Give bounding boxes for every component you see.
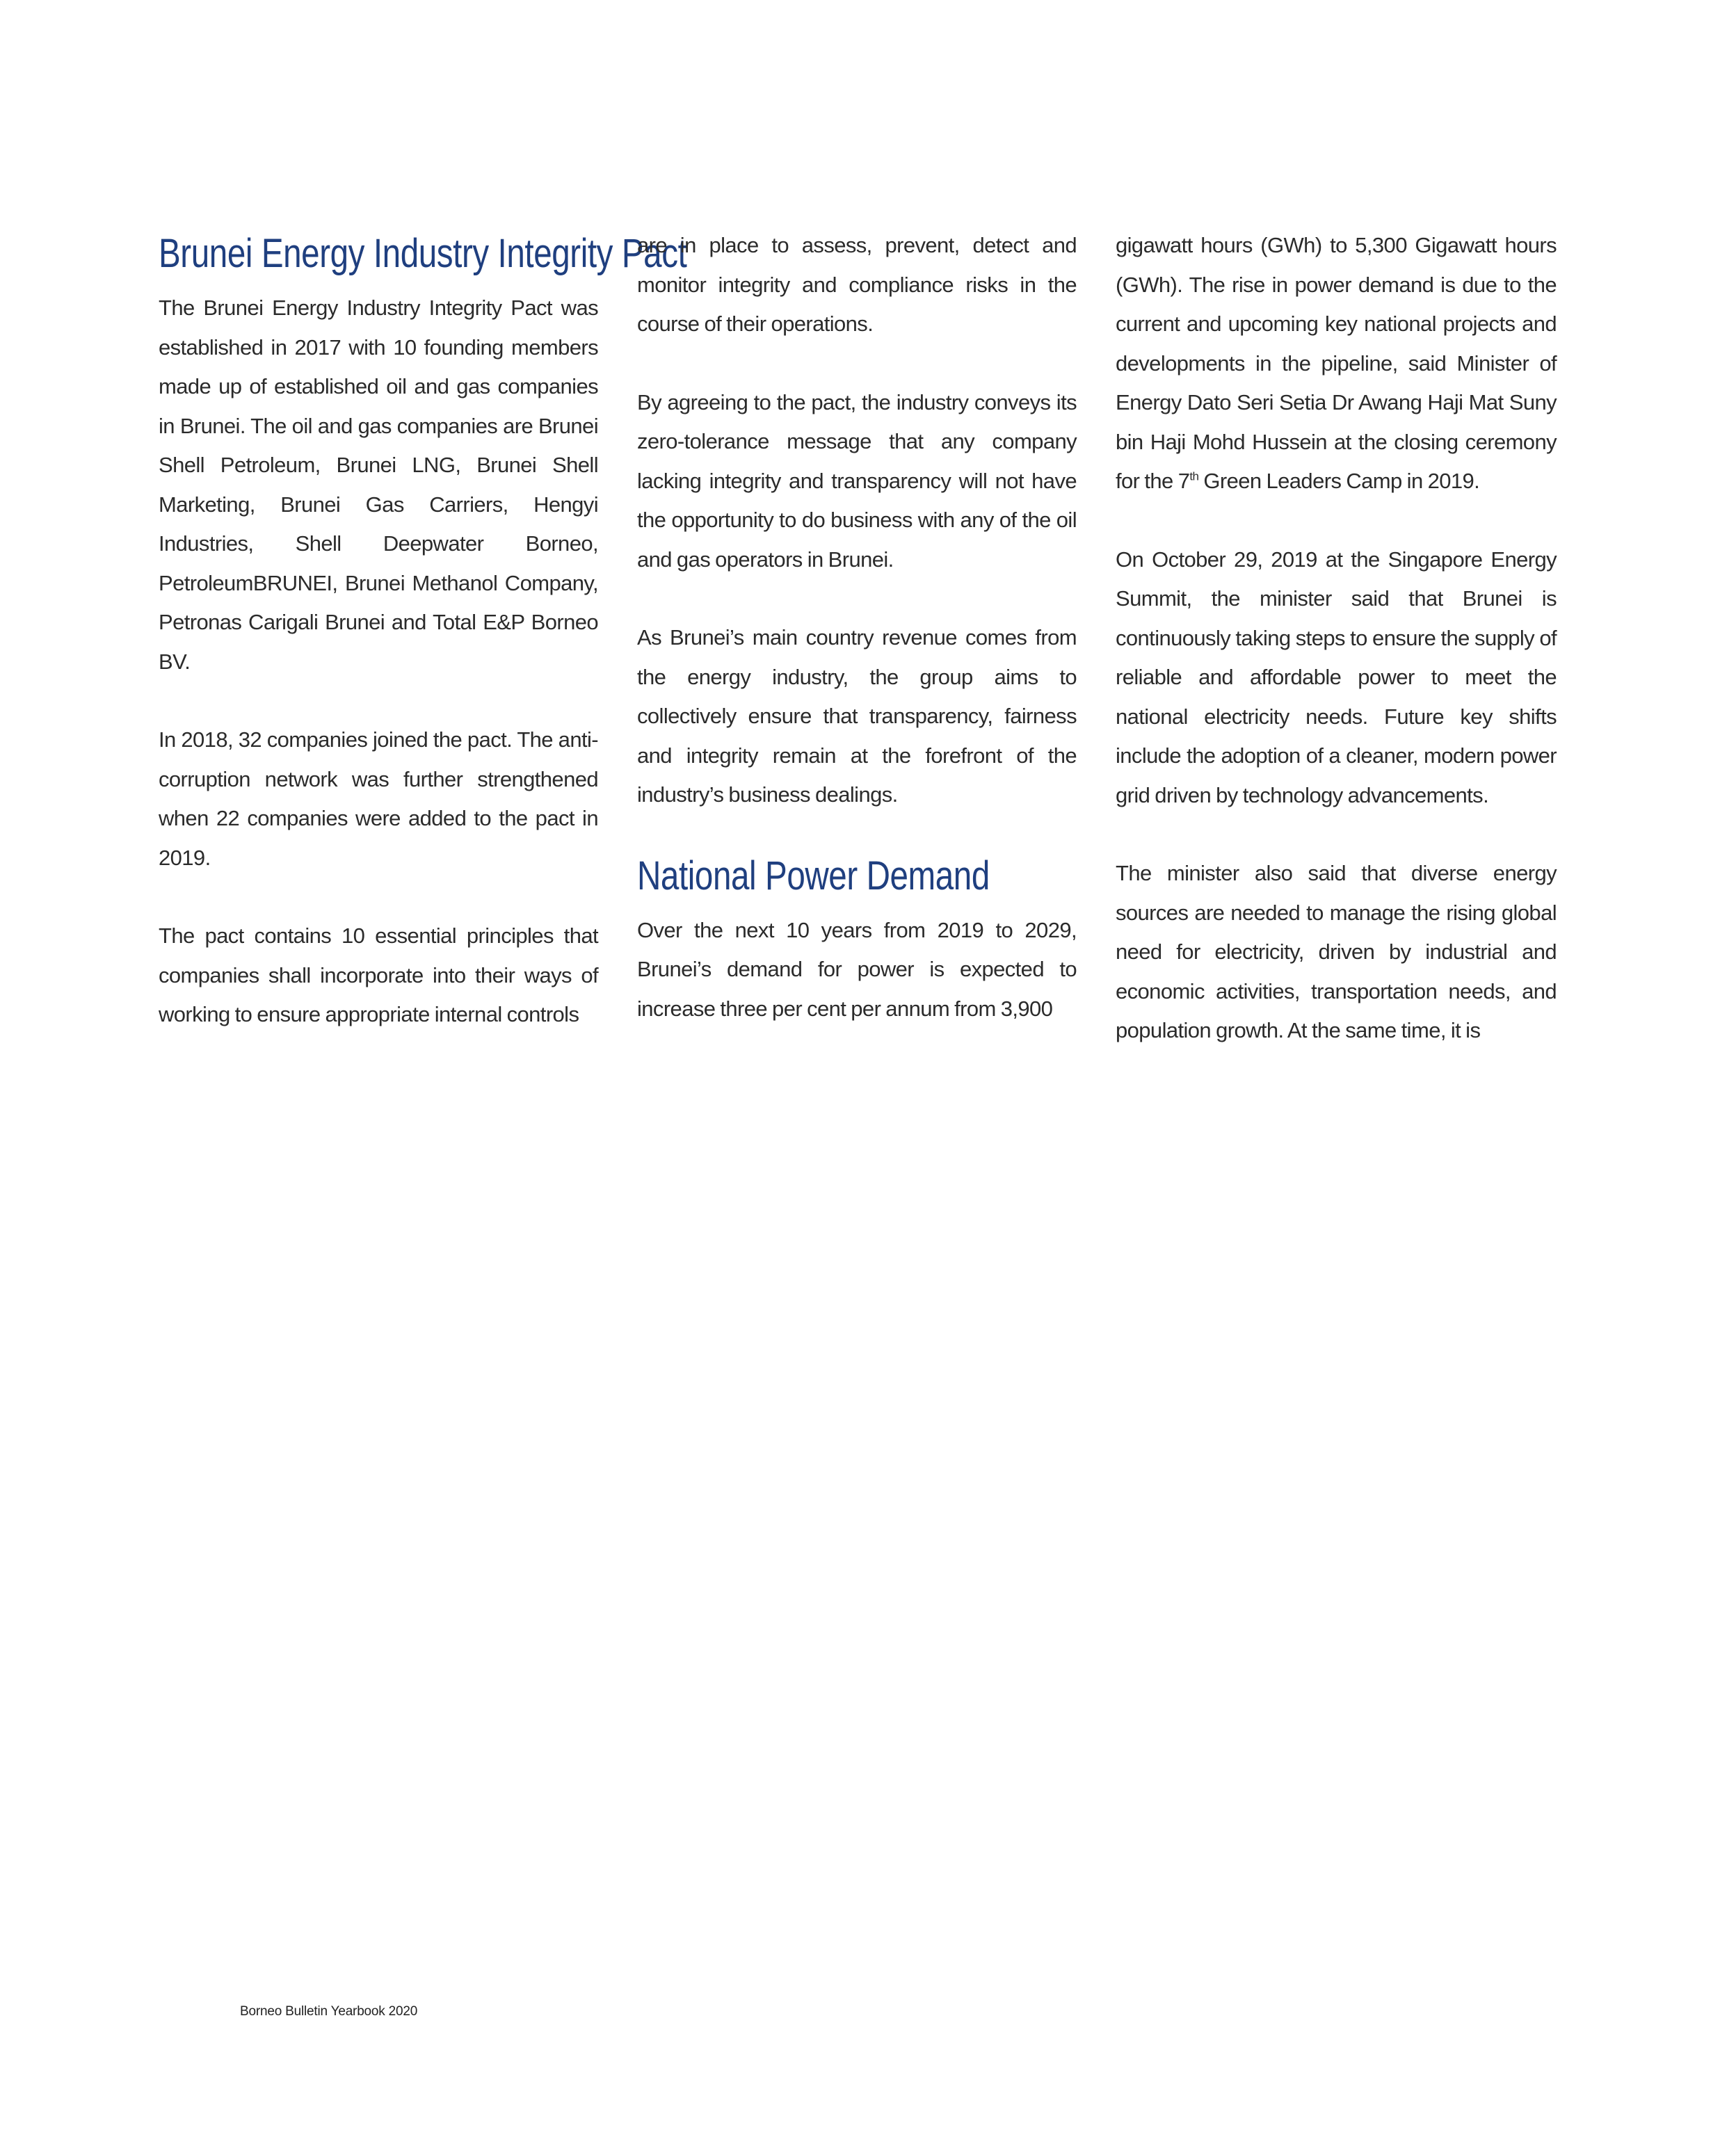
paragraph-text: Green Leaders Camp in 2019. <box>1198 469 1480 493</box>
column-3 <box>1116 226 1557 1090</box>
paragraph: The pact contains 10 essential principles that companies shall incorporate into their ways of working to ensure appropriate internal controls <box>159 923 598 1026</box>
paragraph: Over the next 10 years from 2019 to 2029, Brunei’s demand for power is expected to increase three per cent per annum from 3,900 <box>637 917 1077 1021</box>
section-heading-power-demand: National Power Demand <box>637 853 990 898</box>
paragraph: The minister also said that diverse energy sources are needed to manage the rising global need for electricity, driven by industrial and economic activities, transportation needs, and population growth. At the same time, it is <box>1116 861 1557 1042</box>
footer-publication: Borneo Bulletin Yearbook 2020 <box>240 2004 418 2019</box>
column-1 <box>159 226 687 1074</box>
paragraph: On October 29, 2019 at the Singapore Energy Summit, the minister said that Brunei is continuously taking steps to ensure the supply of reliable and affordable power to meet the national electricity needs. Future key shifts include the adoption of a cleaner, modern power grid driven by technology advancements. <box>1116 547 1557 807</box>
column-2 <box>637 226 1077 1067</box>
paragraph: In 2018, 32 companies joined the pact. The anti-corruption network was further strengthened when 22 companies were added to the pact in 2019. <box>159 727 598 870</box>
paragraph: As Brunei’s main country revenue comes from the energy industry, the group aims to collectively ensure that transparency, fairness and integrity remain at the forefront of the industry’s business dealings. <box>637 625 1077 807</box>
paragraph: The Brunei Energy Industry Integrity Pact was established in 2017 with 10 founding members made up of established oil and gas companies in Brunei. The oil and gas companies are Brunei Shell Petroleum, Brunei LNG, Brunei Shell Marketing, Brunei Gas Carriers, Hengyi Industries, Shell Deepwater Borneo, PetroleumBRUNEI, Brunei Methanol Company, Petronas Carigali Brunei and Total E&P Borneo BV. <box>159 296 598 674</box>
paragraph: are in place to assess, prevent, detect and monitor integrity and compliance risks in the course of their operations. <box>637 233 1077 336</box>
paragraph-text: gigawatt hours (GWh) to 5,300 Gigawatt hours (GWh). The rise in power demand is due to the current and upcoming key national projects and developments in the pipeline, said Minister of Energy Dato Seri Setia Dr Awang Haji Mat Suny bin Haji Mohd Hussein at the closing ceremony for the 7 <box>1116 233 1557 493</box>
section-heading-integrity-pact: Brunei Energy Industry Integrity Pact <box>159 231 687 276</box>
paragraph: By agreeing to the pact, the industry conveys its zero-tolerance message that any company lacking integrity and transparency will not have the opportunity to do business with any of the oil and gas operators in Brunei. <box>637 389 1077 572</box>
paragraph <box>1116 226 1557 501</box>
ordinal-suffix: th <box>1189 469 1199 483</box>
